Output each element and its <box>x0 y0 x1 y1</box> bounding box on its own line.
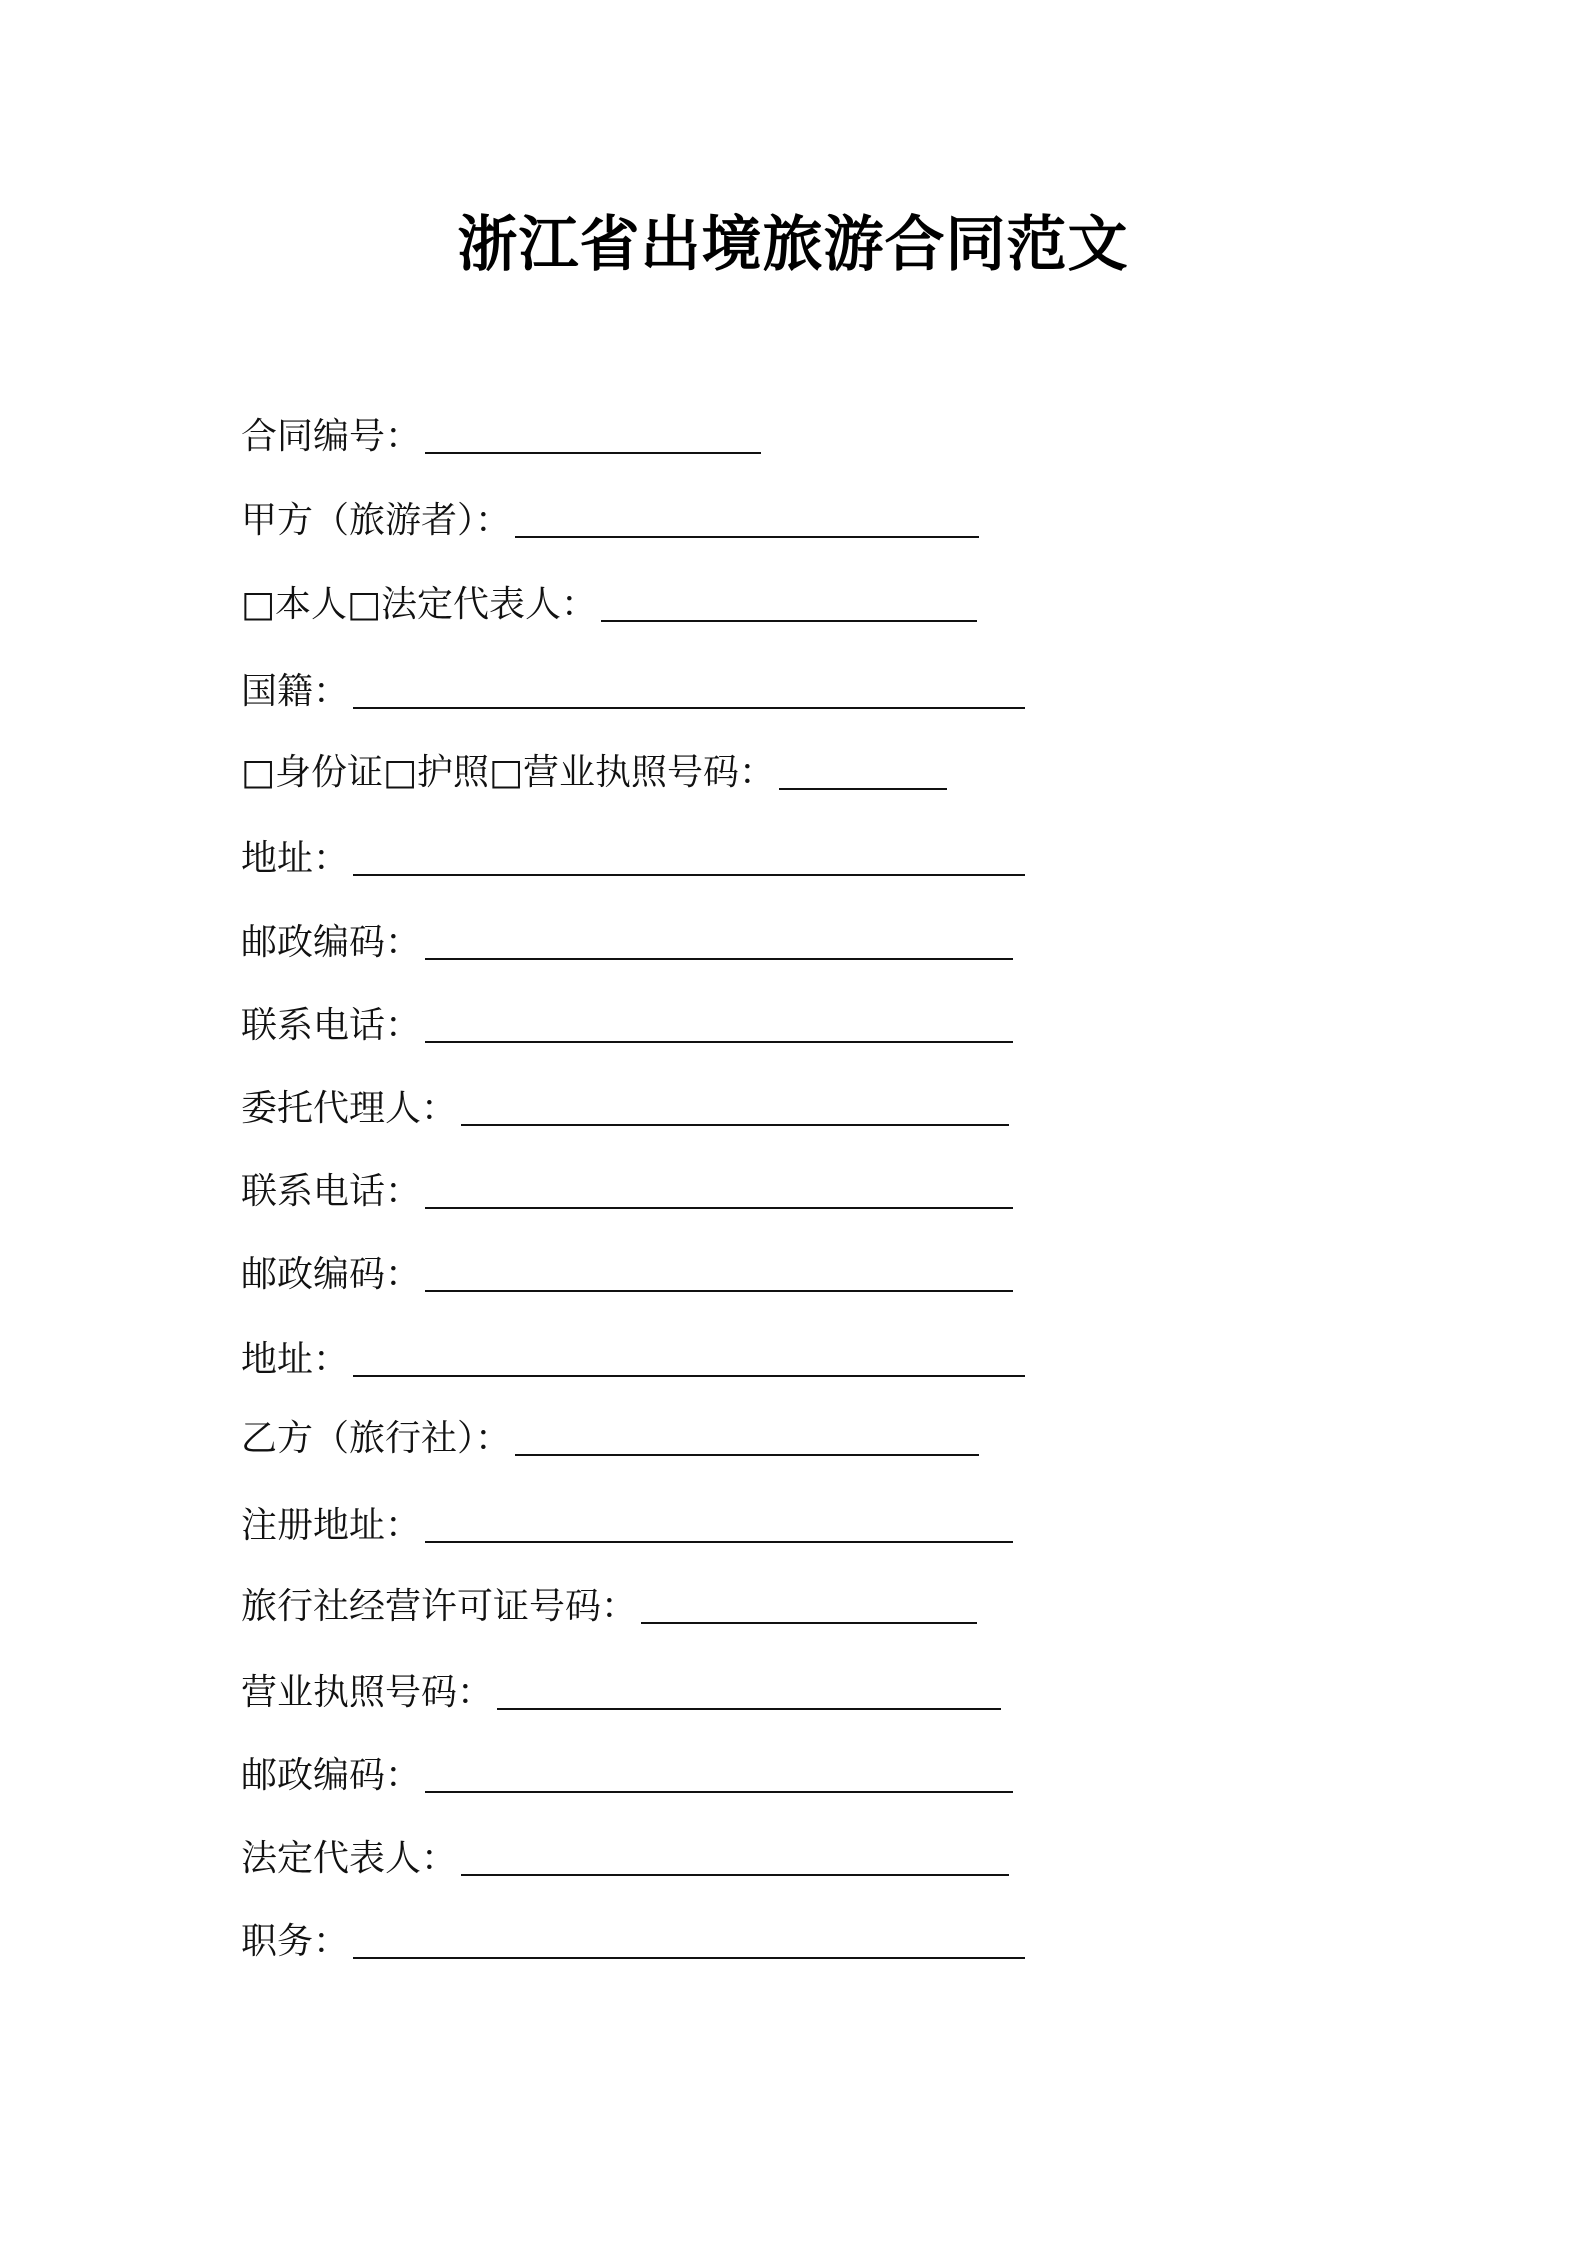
field-label: 联系电话： <box>241 1171 422 1212</box>
field-label: 邮政编码： <box>241 1254 422 1295</box>
field-label: 邮政编码： <box>241 922 422 963</box>
field-agent-phone <box>241 1167 1013 1217</box>
fill-in-blank[interactable] <box>425 1260 1013 1292</box>
field-position <box>241 1917 1025 1967</box>
fill-in-blank[interactable] <box>353 677 1025 709</box>
field-phone <box>241 1001 1013 1051</box>
field-registered-address <box>241 1501 1013 1551</box>
fill-in-blank[interactable] <box>353 844 1025 876</box>
field-label: □本人□法定代表人： <box>241 584 598 625</box>
fill-in-blank[interactable] <box>425 1177 1013 1209</box>
field-b-legal-representative <box>241 1834 1009 1884</box>
field-label: 地址： <box>241 1339 350 1380</box>
fill-in-blank[interactable] <box>461 1094 1009 1126</box>
fill-in-blank[interactable] <box>515 506 979 538</box>
field-agent <box>241 1084 1009 1134</box>
field-label: 联系电话： <box>241 1005 422 1046</box>
field-label: 合同编号： <box>241 416 422 457</box>
fill-in-blank[interactable] <box>425 928 1013 960</box>
field-contract-number <box>241 412 761 462</box>
field-label: 甲方（旅游者）： <box>241 500 512 541</box>
fill-in-blank[interactable] <box>425 1761 1013 1793</box>
fill-in-blank[interactable] <box>425 1511 1013 1543</box>
field-b-postal-code <box>241 1751 1013 1801</box>
field-label: 委托代理人： <box>241 1088 458 1129</box>
field-agent-address <box>241 1335 1025 1385</box>
field-label: 邮政编码： <box>241 1755 422 1796</box>
field-label: 乙方（旅行社）： <box>241 1418 512 1459</box>
fill-in-blank[interactable] <box>353 1927 1025 1959</box>
field-party-a <box>241 496 979 546</box>
fill-in-blank[interactable] <box>353 1345 1025 1377</box>
fill-in-blank[interactable] <box>461 1844 1009 1876</box>
field-label: 法定代表人： <box>241 1838 458 1879</box>
field-label: 国籍： <box>241 671 350 712</box>
fill-in-blank[interactable] <box>515 1424 979 1456</box>
field-label: □身份证□护照□营业执照号码： <box>241 752 776 793</box>
field-nationality <box>241 667 1025 717</box>
field-business-license-number <box>241 1668 1001 1718</box>
field-id-number <box>241 748 947 798</box>
fill-in-blank[interactable] <box>779 758 947 790</box>
field-self-or-legal-rep <box>241 580 977 630</box>
field-label: 注册地址： <box>241 1505 422 1546</box>
document-title: 浙江省出境旅游合同范文 <box>457 210 1129 280</box>
field-postal-code <box>241 918 1013 968</box>
field-agent-postal-code <box>241 1250 1013 1300</box>
fill-in-blank[interactable] <box>425 422 761 454</box>
fill-in-blank[interactable] <box>425 1011 1013 1043</box>
field-label: 职务： <box>241 1921 350 1962</box>
fill-in-blank[interactable] <box>497 1678 1001 1710</box>
fill-in-blank[interactable] <box>601 590 977 622</box>
field-address <box>241 834 1025 884</box>
field-label: 旅行社经营许可证号码： <box>241 1586 638 1627</box>
field-party-b <box>241 1414 979 1464</box>
field-travel-license-number <box>241 1582 977 1632</box>
field-label: 营业执照号码： <box>241 1672 494 1713</box>
field-label: 地址： <box>241 838 350 879</box>
fill-in-blank[interactable] <box>641 1592 977 1624</box>
